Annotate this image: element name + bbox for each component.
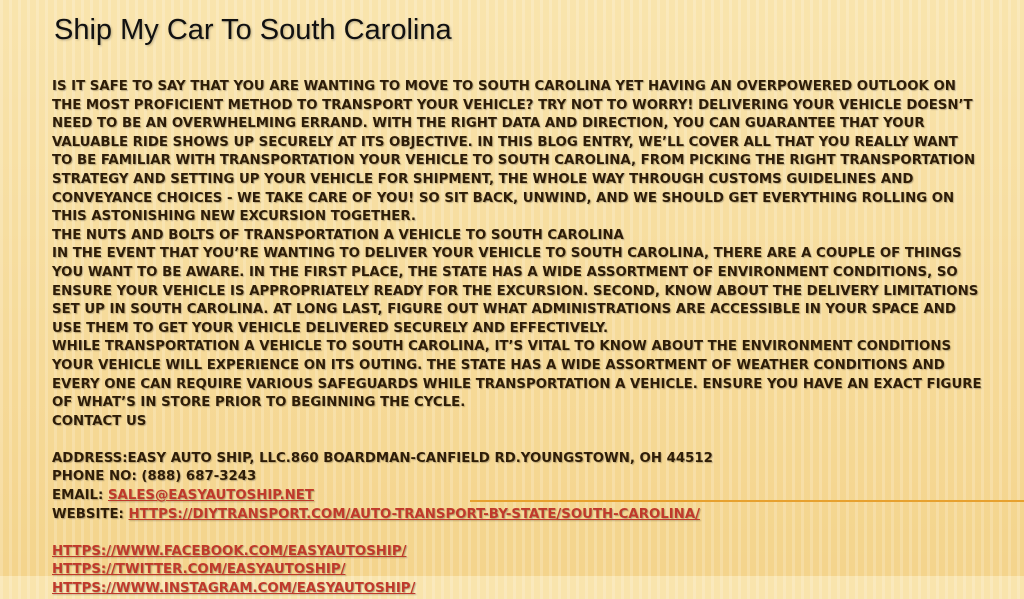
- section-heading: THE NUTS AND BOLTS OF TRANSPORTATION A VEHICLE TO SOUTH CAROLINA: [52, 227, 624, 243]
- spacer: [52, 431, 982, 450]
- twitter-link[interactable]: HTTPS://TWITTER.COM/EASYAUTOSHIP/: [52, 562, 346, 578]
- address-line: ADDRESS:EASY AUTO SHIP, LLC.860 BOARDMAN-CANFIELD RD.YOUNGSTOWN, OH 44512: [52, 450, 713, 466]
- email-line: [52, 487, 982, 506]
- paragraph-2: IN THE EVENT THAT YOU’RE WANTING TO DELIVER YOUR VEHICLE TO SOUTH CAROLINA, THERE ARE A COUPLE OF THINGS YOU WANT TO BE AWARE. IN THE FIRST PLACE, THE STATE HAS A WIDE ASSORTMENT OF ENVIRONMENT CONDITIONS, SO ENSURE YOUR VEHICLE IS APPROPRIATELY READY FOR THE EXCURSION. SECOND, KNOW ABOUT THE DELIVERY LIMITATIONS SET UP IN SOUTH CAROLINA. AT LONG LAST, FIGURE OUT WHAT ADMINISTRATIONS ARE ACCESSIBLE IN YOUR SPACE AND USE THEM TO GET YOUR VEHICLE DELIVERED SECURELY AND EFFECTIVELY.: [52, 246, 979, 336]
- accent-divider: [470, 500, 1024, 502]
- contact-heading: CONTACT US: [52, 413, 147, 429]
- website-line: [52, 506, 982, 525]
- website-label: WEBSITE:: [52, 506, 129, 522]
- slide-title: Ship My Car To South Carolina: [54, 14, 452, 46]
- phone-line: PHONE NO: (888) 687-3243: [52, 469, 257, 485]
- email-label: EMAIL:: [52, 488, 108, 504]
- facebook-line: [52, 543, 982, 562]
- website-link[interactable]: HTTPS://DIYTRANSPORT.COM/AUTO-TRANSPORT-BY-STATE/SOUTH-CAROLINA/: [128, 506, 700, 522]
- email-link[interactable]: SALES@EASYAUTOSHIP.NET: [107, 488, 314, 504]
- intro-paragraph: IS IT SAFE TO SAY THAT YOU ARE WANTING TO MOVE TO SOUTH CAROLINA YET HAVING AN OVERPOWERED OUTLOOK ON THE MOST PROFICIENT METHOD TO TRANSPORT YOUR VEHICLE? TRY NOT TO WORRY! DELIVERING YOUR VEHICLE DOESN’T NEED TO BE AN OVERWHELMING ERRAND. WITH THE RIGHT DATA AND DIRECTION, YOU CAN GUARANTEE THAT YOUR VALUABLE RIDE SHOWS UP SECURELY AT ITS OBJECTIVE. IN THIS BLOG ENTRY, WE’LL COVER ALL THAT YOU REALLY WANT TO BE FAMILIAR WITH TRANSPORTATION YOUR VEHICLE TO SOUTH CAROLINA, FROM PICKING THE RIGHT TRANSPORTATION STRATEGY AND SETTING UP YOUR VEHICLE FOR SHIPMENT, THE WHOLE WAY THROUGH CUSTOMS GUIDELINES AND CONVEYANCE CHOICES - WE TAKE CARE OF YOU! SO SIT BACK, UNWIND, AND WE SHOULD GET EVERYTHING ROLLING ON THIS ASTONISHING NEW EXCURSION TOGETHER.: [52, 79, 976, 225]
- spacer: [52, 524, 982, 543]
- slide-body: [52, 78, 982, 599]
- paragraph-3: WHILE TRANSPORTATION A VEHICLE TO SOUTH CAROLINA, IT’S VITAL TO KNOW ABOUT THE ENVIRONMENT CONDITIONS YOUR VEHICLE WILL EXPERIENCE ON ITS OUTING. THE STATE HAS A WIDE ASSORTMENT OF WEATHER CONDITIONS AND EVERY ONE CAN REQUIRE VARIOUS SAFEGUARDS WHILE TRANSPORTATION A VEHICLE. ENSURE YOU HAVE AN EXACT FIGURE OF WHAT’S IN STORE PRIOR TO BEGINNING THE CYCLE.: [52, 339, 982, 411]
- twitter-line: [52, 561, 982, 580]
- facebook-link[interactable]: HTTPS://WWW.FACEBOOK.COM/EASYAUTOSHIP/: [52, 543, 407, 559]
- instagram-line: [52, 580, 982, 599]
- instagram-link[interactable]: HTTPS://WWW.INSTAGRAM.COM/EASYAUTOSHIP/: [52, 581, 416, 597]
